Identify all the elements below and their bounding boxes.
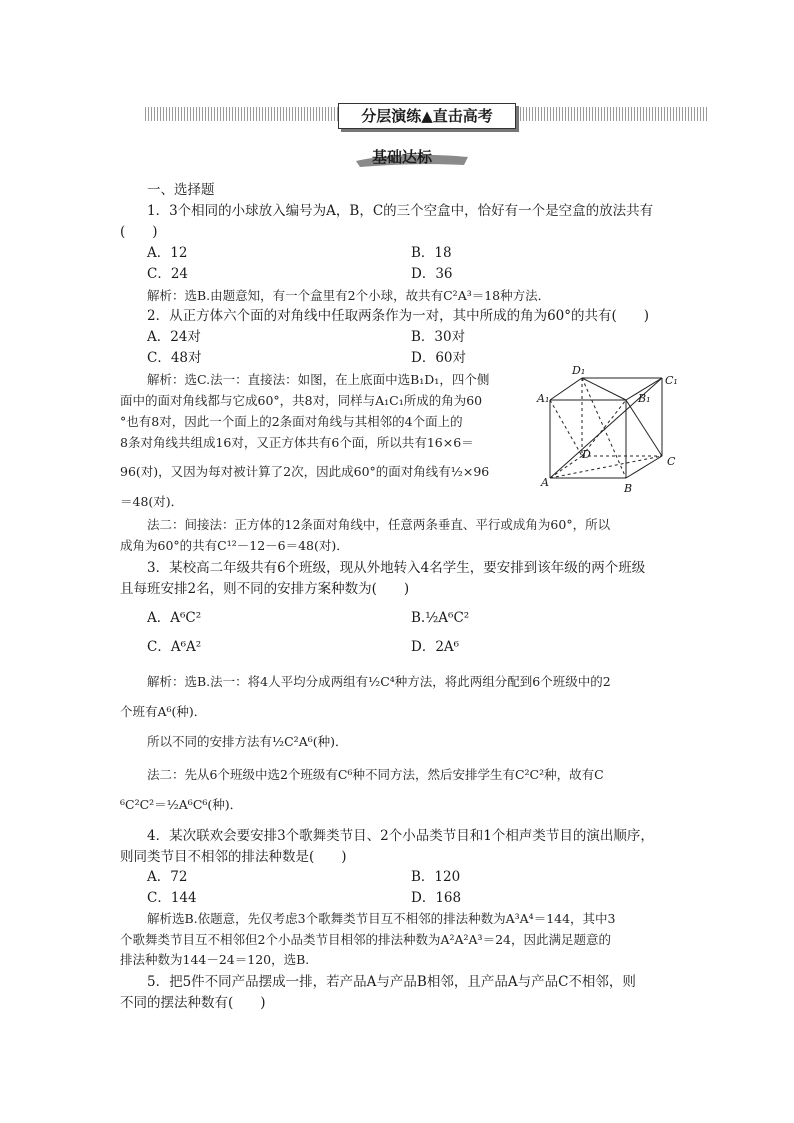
q1-stem: 1．3个相同的小球放入编号为A，B，C的三个空盒中，恰好有一个是空盒的放法共有 [147,203,654,219]
q3-method2-line-1: 法二：先从6个班级中选2个班级有C⁶种不同方法，然后安排学生有C²C²种，故有C [147,767,604,782]
q2-solution-line-2: 面中的面对角线都与它成60°，共8对，同样与A₁C₁所成的角为60 [120,393,483,408]
q1-option-d: D．36 [411,266,453,282]
q2-option-a: A．24对 [147,329,201,345]
q4-solution-line-1: 解析选B.依题意，先仅考虑3个歌舞类节目互不相邻的排法种数为A³A⁴＝144，其中3 [147,911,616,926]
q3-option-c: C．A⁶A² [147,639,202,655]
q3-stem-line-1: 3．某校高二年级共有6个班级，现从外地转入4名学生，要安排到该年级的两个班级 [147,560,646,576]
q2-solution-line-1: 解析：选C.法一：直接法：如图，在上底面中选B₁D₁，四个侧 [147,372,490,387]
question-type-heading: 一、选择题 [147,182,215,198]
q2-method2-line-2: 成角为60°的共有C¹²－12－6＝48(对)． [120,538,349,553]
q2-solution-line-5: 96(对)，又因为每对被计算了2次，因此成60°的面对角线有½×96 [120,464,490,479]
q2-option-d: D．60对 [411,350,467,366]
label-B: B [624,482,633,495]
q2-solution-line-4: 8条对角线共组成16对，又正方体共有6个面，所以共有16×6＝ [120,435,474,450]
label-D: D [582,448,591,461]
q5-stem-line-1: 5．把5件不同产品摆成一排，若产品A与产品B相邻，且产品A与产品C不相邻，则 [147,974,636,990]
q2-method2-line-1: 法二：间接法：正方体的12条面对角线中，任意两条垂直、平行或成角为60°，所以 [147,517,611,532]
q2-solution-line-3: °也有8对，因此一个面上的2条面对角线与其相邻的4个面上的 [120,414,463,429]
q1-option-c: C．24 [147,266,189,282]
q4-option-b: B．120 [411,869,461,885]
q3-solution-line-1: 解析：选B.法一：将4人平均分成两组有½C⁴种方法，将此两组分配到6个班级中的2 [147,674,611,689]
q1-option-a: A．12 [147,245,188,261]
label-A: A [541,476,549,489]
q4-solution-line-3: 排法种数为144－24＝120，选B. [120,952,310,967]
q3-solution-line-3: 所以不同的安排方法有½C²A⁶(种)． [147,734,348,749]
label-C1: C₁ [665,374,678,387]
label-B1: B₁ [638,392,651,405]
q2-option-b: B．30对 [411,329,466,345]
label-D1: D₁ [572,364,586,377]
q2-solution-line-6: ＝48(对)． [120,494,184,509]
q3-solution-line-2: 个班有A⁶(种)． [120,704,207,719]
q1-solution: 解析：选B.由题意知，有一个盒里有2个小球，故共有C²A³＝18种方法． [147,288,551,303]
q1-blank: ( ) [120,224,158,240]
label-C: C [667,455,676,468]
q1-option-b: B．18 [411,245,452,261]
q3-option-d: D．2A⁶ [411,639,460,655]
section-banner: 分层演练▲直击高考 [338,103,516,129]
q4-solution-line-2: 个歌舞类节目互不相邻但2个小品类节目相邻的排法种数为A²A²A³＝24，因此满足题意的 [120,932,611,947]
q3-stem-line-2: 且每班安排2名，则不同的安排方案种数为( ) [120,581,410,597]
subsection-title: 基础达标 [372,148,433,166]
q3-method2-line-2: ⁶C²C²＝½A⁶C⁶(种)． [120,797,243,812]
q4-option-d: D．168 [411,890,462,906]
q2-option-c: C．48对 [147,350,202,366]
q2-stem: 2．从正方体六个面的对角线中任取两条作为一对，其中所成的角为60°的共有( ) [147,308,650,324]
q4-stem-line-2: 则同类节目不相邻的排法种数是( ) [120,849,347,865]
q3-option-a: A．A⁶C² [147,610,202,626]
q4-option-c: C．144 [147,890,197,906]
q5-stem-line-2: 不同的摆法种数有( ) [120,995,266,1011]
label-A1: A₁ [537,392,550,405]
q4-stem-line-1: 4．某次联欢会要安排3个歌舞类节目、2个小品类节目和1个相声类节目的演出顺序， [147,828,654,844]
q3-option-b: B.½A⁶C² [411,610,470,626]
q4-option-a: A．72 [147,869,188,885]
